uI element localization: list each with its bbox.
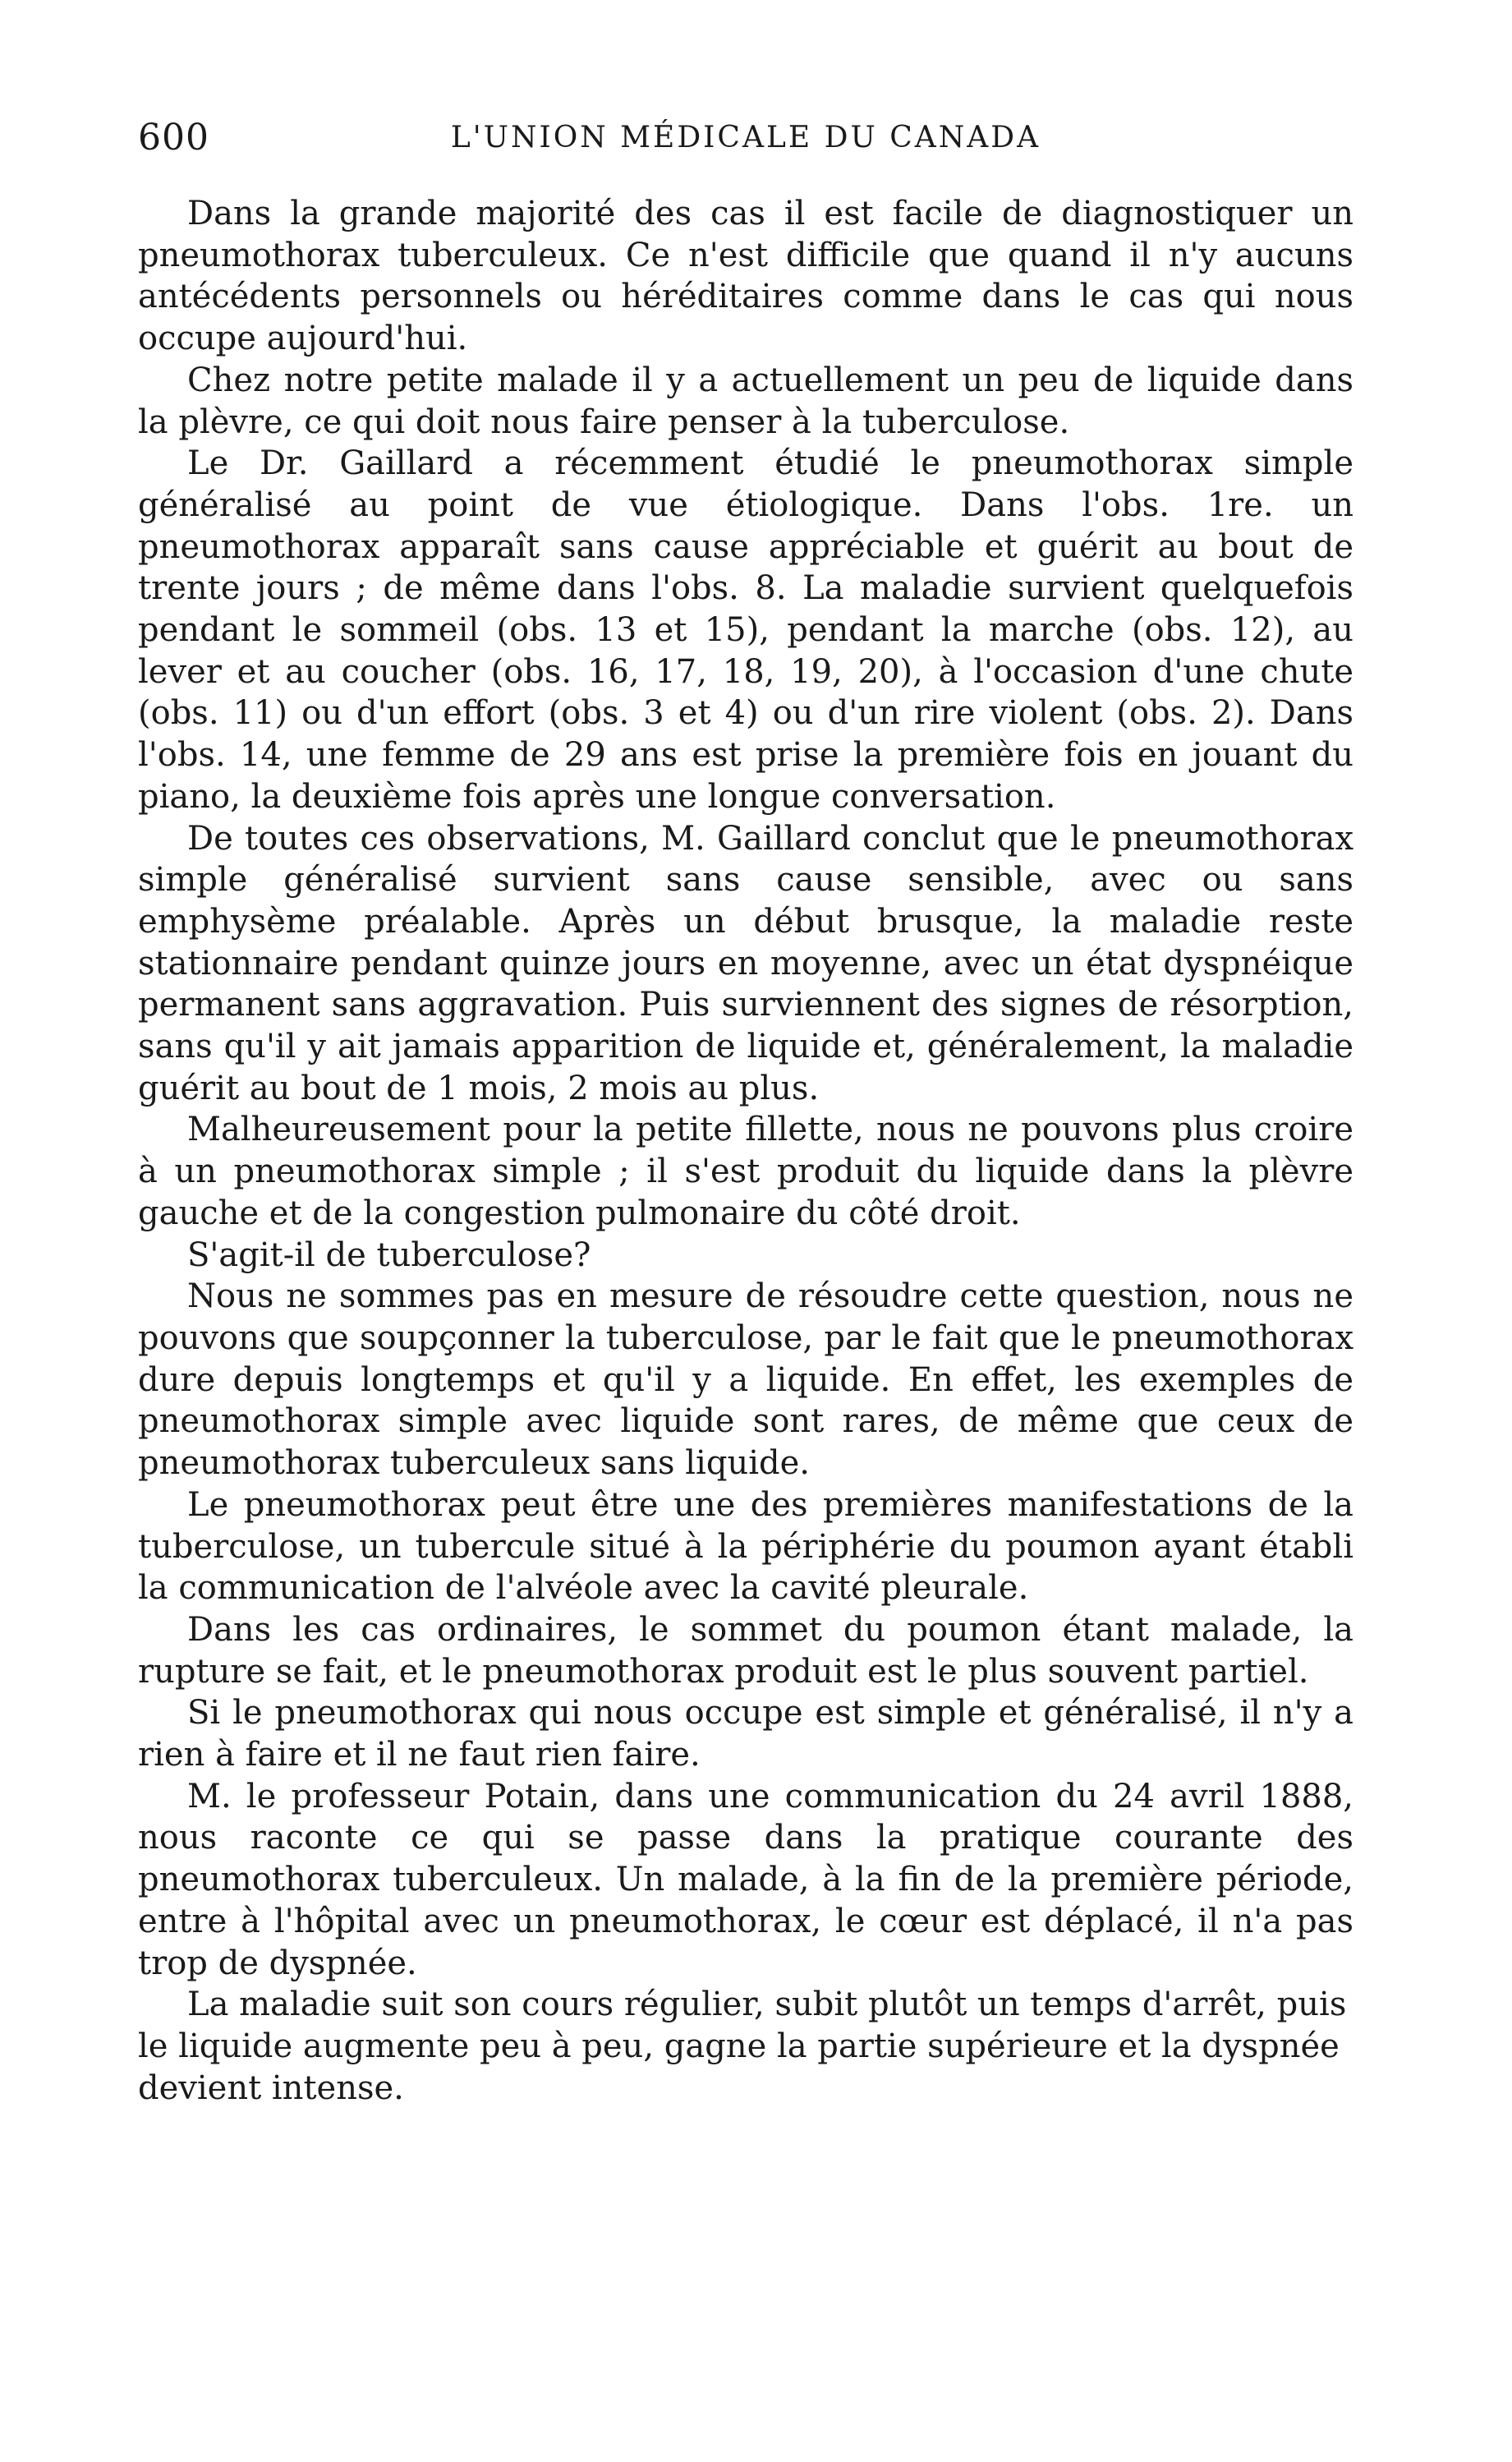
page-header	[138, 113, 1353, 163]
paragraph: De toutes ces observations, M. Gaillard conclut que le pneumothorax simple généralisé survient sans cause sensible, avec ou sans emphysème préalable. Après un début brusque, la maladie reste stationnaire pendant quinze jours en moyenne, avec un état dyspnéique permanent sans aggravation. Puis surviennent des signes de résorption, sans qu'il y ait jamais apparition de liquide et, généralement, la maladie guérit au bout de 1 mois, 2 mois au plus.	[138, 819, 1353, 1107]
paragraph: M. le professeur Potain, dans une communication du 24 avril 1888, nous raconte ce qui se passe dans la pratique courante des pneumothorax tuberculeux. Un malade, à la fin de la première période, entre à l'hôpital avec un pneumothorax, le cœur est déplacé, il n'a pas trop de dyspnée.	[138, 1777, 1353, 1982]
paragraph: Nous ne sommes pas en mesure de résoudre cette question, nous ne pouvons que soupçonner la tuberculose, par le fait que le pneumothorax dure depuis longtemps et qu'il y a liquide. En effet, les exemples de pneumothorax simple avec liquide sont rares, de même que ceux de pneumothorax tuberculeux sans liquide.	[138, 1277, 1353, 1483]
running-title: L'UNION MÉDICALE DU CANADA	[450, 121, 1041, 154]
page-number: 600	[138, 117, 209, 159]
paragraph: Dans les cas ordinaires, le sommet du poumon étant malade, la rupture se fait, et le pneumothorax produit est le plus souvent partiel.	[138, 1610, 1353, 1691]
paragraph: S'agit-il de tuberculose?	[187, 1236, 591, 1274]
paragraph: Dans la grande majorité des cas il est facile de diagnostiquer un pneumothorax tuberculeux. Ce n'est difficile que quand il n'y aucuns antécédents personnels ou héréditaires comme dans le cas qui nous occupe aujourd'hui.	[138, 195, 1353, 358]
paragraph: Le pneumothorax peut être une des premières manifestations de la tuberculose, un tubercule situé à la périphérie du poumon ayant établi la communication de l'alvéole avec la cavité pleurale.	[138, 1485, 1353, 1608]
paragraph: Le Dr. Gaillard a récemment étudié le pneumothorax simple généralisé au point de vue étiologique. Dans l'obs. 1re. un pneumothorax apparaît sans cause appréciable et guérit au bout de trente jours ; de même dans l'obs. 8. La maladie survient quelquefois pendant le sommeil (obs. 13 et 15), pendant la marche (obs. 12), au lever et au coucher (obs. 16, 17, 18, 19, 20), à l'occasion d'une chute (obs. 11) ou d'un effort (obs. 3 et 4) ou d'un rire violent (obs. 2). Dans l'obs. 14, une femme de 29 ans est prise la première fois en jouant du piano, la deuxième fois après une longue conversation.	[138, 444, 1353, 816]
paragraph: Si le pneumothorax qui nous occupe est simple et généralisé, il n'y a rien à faire et il ne faut rien faire.	[138, 1694, 1353, 1774]
paragraph: La maladie suit son cours régulier, subit plutôt un temps d'arrêt, puis le liquide augmente peu à peu, gagne la partie supérieure et la dyspnée devient intense.	[138, 1986, 1347, 2107]
body-text	[138, 193, 1353, 2109]
paragraph: Chez notre petite malade il y a actuellement un peu de liquide dans la plèvre, ce qui doit nous faire penser à la tuberculose.	[138, 361, 1353, 441]
paragraph: Malheureusement pour la petite fillette, nous ne pouvons plus croire à un pneumothorax simple ; il s'est produit du liquide dans la plèvre gauche et de la congestion pulmonaire du côté droit.	[138, 1111, 1353, 1232]
